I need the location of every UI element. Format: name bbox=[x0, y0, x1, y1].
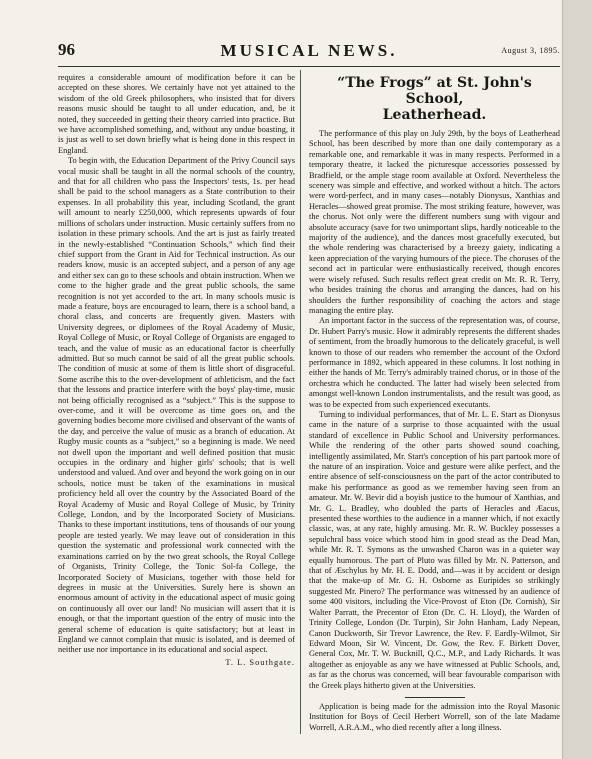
right-paragraph-3: Turning to individual performances, that of Mr. L. E. Start as Dionysus came in the nature of a surprise to those acquainted with the usual standard of excellence in Public School and University performances. While the rendering of the other parts showed sound coaching, intelligently assimilated, Mr. Start's conception of his part partook more of the nature of an inspiration. Voice and gesture were alike perfect, and the entire absence of self-consciousness on the part of the actor contributed to make his performance as good as we remember having seen from an amateur. Mr. W. Bevir did a boyish justice to the humour of Xanthias, and Mr. G. L. Bradley, who doubled the parts of Heracles and Æacus, presented these worthies to the audience in a manner which, if not exactly classic, was, at any rate, highly amusing. Mr. R. W. Buckley possesses a sepulchral bass voice which stood him in good stead as the Dead Man, while Mr. R. T. Symons as the unwashed Charon was in a quieter way equally humorous. The part of Pluto was filled by Mr. N. Patterson, and that of Æschylus by Mr. H. E. Dodd, and—was it by accident or design that the make-up of Mr. G. H. Osborne as Euripides so strikingly suggested Mr. Pinero? The performance was witnessed by an audience of some 400 visitors, including the Vice-Provost of Eton (Dr. Cornish), Sir Walter Parratt, the Precentor of Eton (Dr. C. H. Lloyd), the Warden of Trinity College, London (Dr. Turpin), Sir John Hanham, Lady Nepean, Canon Duckworth, Sir Trevor Lawrence, the Rev. F. Eardly-Wilmot, Sir Edward Moon, Sir W. Vincent, Dr. Gow, the Rev. F. Birkett Dover, General Cox, Mr. T. W. Bucknill, Q.C., M.P., and Lady Richards. It was altogether as enjoyable as any we have witnessed at Public Schools, and, as far as the chorus was concerned, will bear favourable comparison with the Greek plays hitherto given at the Universities. bbox=[309, 409, 560, 690]
issue-date: August 3, 1895. bbox=[501, 46, 560, 55]
left-column bbox=[58, 73, 295, 668]
masthead: MUSICAL NEWS. bbox=[220, 41, 398, 60]
left-paragraph-2: To begin with, the Education Department of the Privy Council says vocal music shall be taught in all the normal schools of the country, and that for all children who pass the Inspectors' tests, 1s. per head shall be paid to the school managers as a State contribution to their expenses. In all probability this year, including Scotland, the grant will amount to nearly £250,000, which represents upwards of four millions of scholars under instruction. Music certainly suffers from no isolation in these primary schools. And the art is just as fairly treated in the newly-established “Continuation Schools,” which find their chief support from the Grant in Aid for Technical instruction. As our readers know, music is an accepted subject, and a person of any age and either sex can go to these schools and obtain instruction. When we come to the higher grade and the great public schools, the same recognition is not yet accorded to the art. In many schools music is made a feature, boys are encouraged to learn, there is a school band, a choral class, and concerts are frequently given. Masters with University degrees, or diplomees of the Royal Academy of Music, Royal College of Music, or Royal College of Organists are engaged to teach, and the value of music as an educational factor is cheerfully admitted. But so much cannot be said of all the great public schools. The condition of music at some of them is little short of disgraceful. Some ascribe this to the over-development of athleticism, and the fact that the lessons and practice interfere with the boys' play-time, music not being officially recognised as a “subject.” This is the suppose to over-come, and it will be overcome as time goes on, and the governing bodies become more civilised and observant of the wants of the day, and perceive the value of music as a branch of education. At Rugby music counts as a “subject,” so a beginning is made. We need not dwell upon the important and well defined position that music occupies in the ordinary and higher girls' schools; that is well understood and valued. And over and beyond the work going on in our schools, notice must be taken of the examinations in musical proficiency held all over the country by the Associated Board of the Royal Academy of Music and Royal College of Music, by Trinity College, London, and by the Incorporated Society of Musicians. Thanks to these important institutions, tens of thousands of our young people are tested yearly. We may leave out of consideration in this question the systematic and professional work connected with the examinations carried on by the two great schools, the Royal College of Organists, Trinity College, the Tonic Sol-fa College, the Incorporated Society of Musicians, together with those held for degrees in music at the Universities. Surely here is shown an enormous amount of activity in the educational aspect of music going on continuously all over our land! No musician will assert that it is enough, or that the important question of the entry of music into the general scheme of education is quite satisfactory; but at least in England we cannot complain that music is isolated, and is deemed of neither use nor importance in its educational and social aspect. bbox=[58, 156, 296, 655]
left-paragraph-1: requires a considerable amount of modification before it can be accepted on these shores. We certainly have not yet attained to the wisdom of the old Greek philosophers, who insisted that for divers reasons music should be taught to all under education, and, be it noted, they succeeded in getting their theory carried into practice. But we have accomplished something, and, without any undue boasting, it is just as well to set down briefly what is being done in this respect in England. bbox=[58, 73, 295, 155]
right-column bbox=[309, 73, 560, 733]
section-separator bbox=[405, 697, 465, 698]
article-title-line-1: “The Frogs” at St. John's School, bbox=[337, 75, 532, 107]
article-title-line-2: Leatherhead. bbox=[382, 107, 487, 123]
right-paragraph-1: The performance of this play on July 29th, by the boys of Leatherhead School, has been described by more than one daily contemporary as a remarkable one, and remarkable it was in many respects. Performed in a temporary theatre, it lacked the picturesque accessories possessed by Bradfield, or the ample stage room available at Oxford. Nevertheless the scenery was simple and effective, and worked without a hitch. The actors were word-perfect, and in many cases—notably Dionysus, Xanthias and Heracles—showed great promise. The most striking feature, however, was the chorus. Not only were the different numbers sung with vigour and absolute accuracy (save for two unimportant slips, hardly noticeable to the majority of the audience), and the dances most gracefully executed, but the whole rendering was characterised by a breezy gaiety, indicating a keen appreciation of the varying humours of the piece. The choruses of the second act in particular were enthusiastically received, though encores were wisely refused. Such results reflect great credit on Mr. R. R. Terry, who besides training the chorus and arranging the dances, had on his shoulders the further responsibility of coaching the actors and stage managing the entire play. bbox=[309, 129, 560, 315]
article-title bbox=[309, 75, 560, 123]
column-divider bbox=[300, 70, 301, 734]
header-rule bbox=[58, 66, 560, 67]
notice-paragraph: Application is being made for the admission into the Royal Masonic Institution for Boys of Cecil Herbert Worrell, son of the late Madame Worrell, A.R.A.M., who died recently after a long illness. bbox=[309, 701, 560, 732]
page-number: 96 bbox=[58, 40, 75, 59]
page-header bbox=[58, 40, 560, 62]
article-signature: T. L. Southgate. bbox=[225, 657, 295, 667]
right-paragraph-2: An important factor in the success of the representation was, of course, Dr. Hubert Parry's music. How it admirably represents the different shades of sentiment, from the broadly humorous to the delicately graceful, is well known to those of our readers who remember the account of the Oxford performance in 1892, which appeared in these columns. It lost nothing in either the hands of Mr. Terry's admirably trained chorus, or in those of the orchestra which he conducted. The latter had wisely been selected from amongst well-known London instrumentalists, and the result was good, as was to be expected from such experienced executants. bbox=[309, 316, 560, 409]
page-edge bbox=[562, 0, 592, 759]
